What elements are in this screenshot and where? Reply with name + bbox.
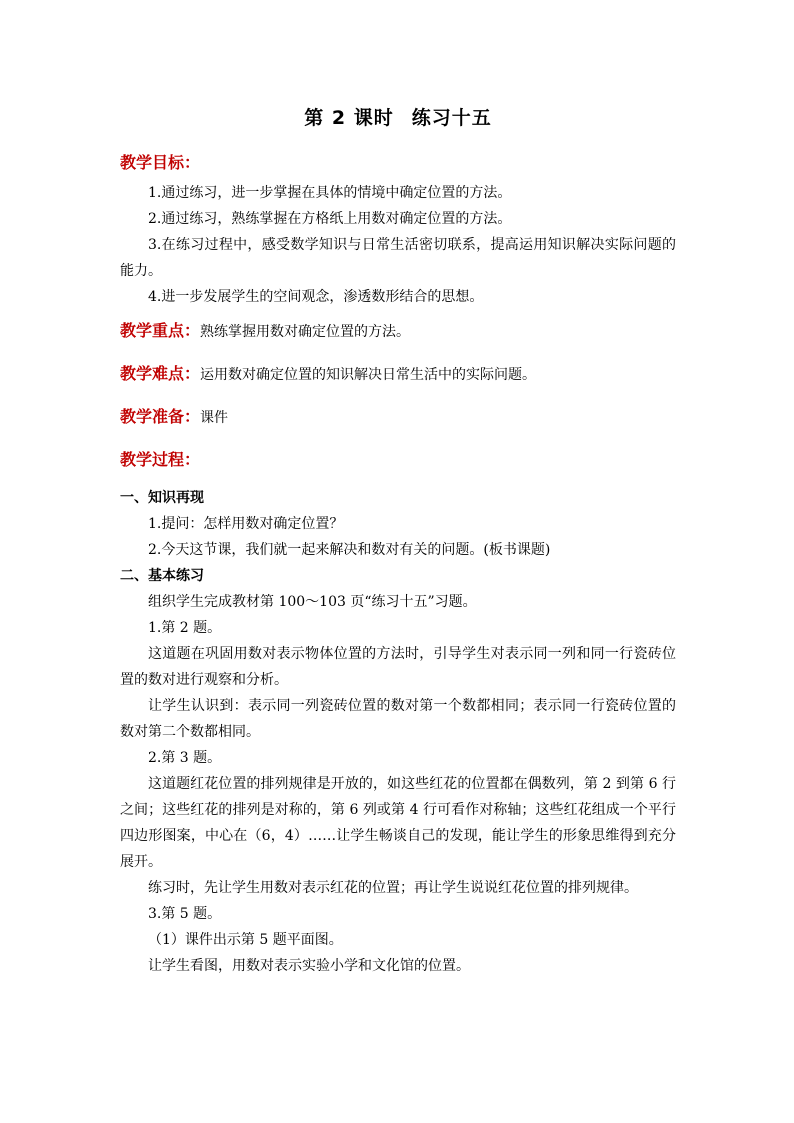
section-2-paragraph: 让学生看图，用数对表示实验小学和文化馆的位置。 — [148, 958, 470, 974]
preparation-heading: 教学准备： — [120, 407, 201, 426]
page-title — [120, 104, 676, 132]
section-2-paragraph: 这道题红花位置的排列规律是开放的，如这些红花的位置都在偶数列，第 2 到第 6 行之间；这些红花的排列是对称的，第 6 列或第 4 行可看作对称轴；这些红花组成一个平行四边形图案，中心在（6，4）……让学生畅谈自己的发现，能让学生的形象思维得到充分展开。 — [120, 776, 676, 870]
section-2-paragraph: 这道题在巩固用数对表示物体位置的方法时，引导学生对表示同一列和同一行瓷砖位置的数对进行观察和分析。 — [120, 646, 676, 688]
section-2-paragraph: 让学生认识到：表示同一列瓷砖位置的数对第一个数都相同；表示同一行瓷砖位置的数对第二个数都相同。 — [120, 698, 676, 740]
objective-item: 3.在练习过程中，感受数学知识与日常生活密切联系，提高运用知识解决实际问题的能力。 — [120, 237, 676, 279]
section-1-title: 一、知识再现 — [120, 490, 204, 506]
objective-item: 1.通过练习，进一步掌握在具体的情境中确定位置的方法。 — [148, 185, 512, 201]
process-section — [120, 447, 676, 979]
key-point-line — [120, 318, 676, 345]
section-2-paragraph: 2.第 3 题。 — [148, 750, 222, 766]
objectives-section — [120, 150, 676, 310]
section-2-paragraph: 3.第 5 题。 — [148, 906, 222, 922]
key-point-text: 熟练掌握用数对确定位置的方法。 — [200, 324, 411, 340]
section-1-item: 2.今天这节课，我们就一起来解决和数对有关的问题。(板书课题) — [148, 542, 551, 558]
process-heading: 教学过程： — [120, 450, 201, 469]
lesson-name: 练习十五 — [411, 107, 492, 129]
lesson-number: 第 2 课时 — [304, 107, 394, 129]
section-1-item: 1.提问：怎样用数对确定位置？ — [148, 516, 344, 532]
difficulty-line — [120, 361, 676, 388]
section-2-paragraph: 1.第 2 题。 — [148, 620, 222, 636]
difficulty-text: 运用数对确定位置的知识解决日常生活中的实际问题。 — [200, 367, 537, 383]
key-point-heading: 教学重点： — [120, 321, 201, 340]
section-2-title: 二、基本练习 — [120, 568, 204, 584]
section-2-paragraph: （1）课件出示第 5 题平面图。 — [148, 932, 343, 948]
objective-item: 2.通过练习，熟练掌握在方格纸上用数对确定位置的方法。 — [148, 211, 512, 227]
preparation-text: 课件 — [200, 410, 229, 426]
section-2-paragraph: 组织学生完成教材第 100～103 页“练习十五”习题。 — [148, 594, 477, 610]
objective-item: 4.进一步发展学生的空间观念，渗透数形结合的思想。 — [148, 289, 484, 305]
section-2-paragraph: 练习时，先让学生用数对表示红花的位置；再让学生说说红花位置的排列规律。 — [148, 880, 638, 896]
difficulty-heading: 教学难点： — [120, 364, 201, 383]
objectives-heading: 教学目标： — [120, 153, 201, 172]
document-page — [120, 104, 676, 979]
preparation-line — [120, 404, 676, 431]
